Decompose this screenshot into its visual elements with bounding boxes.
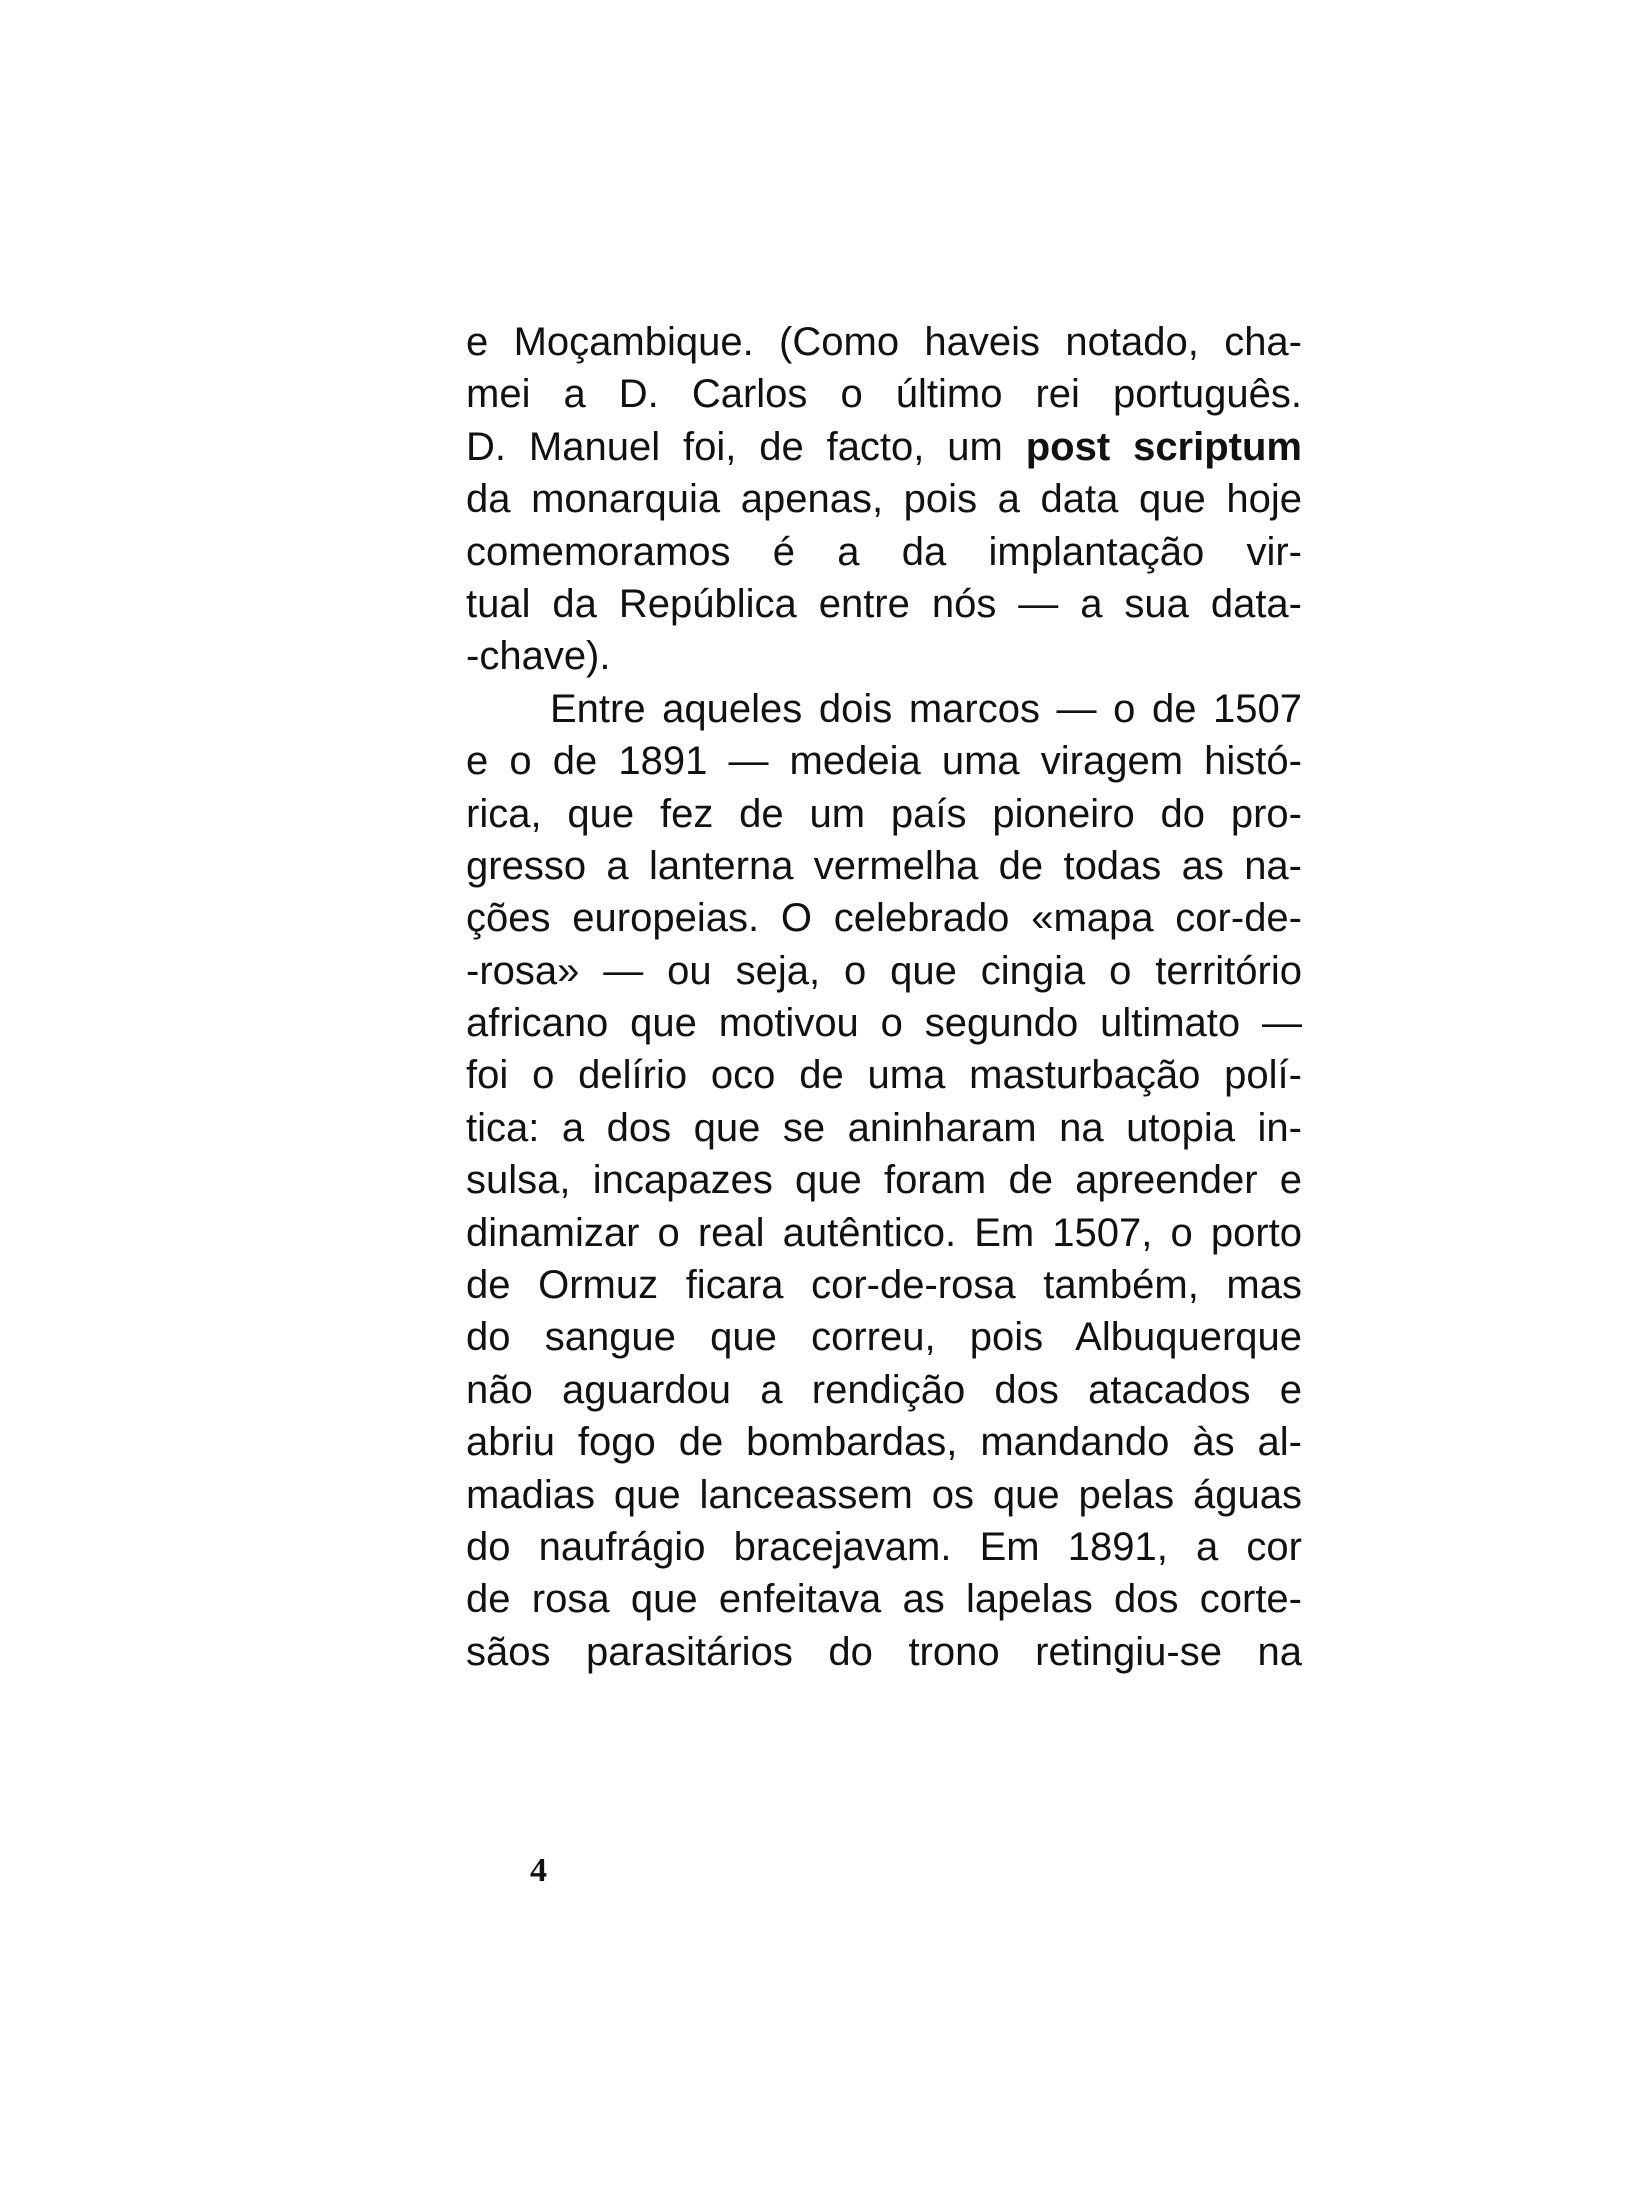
- page-number: 4: [530, 1852, 547, 1889]
- text-line: abriu fogo de bombardas, mandando às al-: [466, 1420, 1302, 1465]
- text-line: mei a D. Carlos o último rei português.: [466, 372, 1302, 417]
- text-line: tual da República entre nós — a sua data-: [466, 581, 1302, 626]
- bold-phrase: post scriptum: [1025, 424, 1302, 469]
- text-line: da monarquia apenas, pois a data que hoje: [466, 477, 1302, 522]
- text-line: de rosa que enfeitava as lapelas dos corte-: [466, 1577, 1302, 1622]
- text-line: tica: a dos que se aninharam na utopia in-: [466, 1105, 1302, 1150]
- text-line: foi o delírio oco de uma masturbação polí-: [466, 1053, 1302, 1098]
- body-text: [466, 316, 1302, 1678]
- text-line: madias que lanceassem os que pelas águas: [466, 1472, 1302, 1517]
- text-line: de Ormuz ficara cor-de-rosa também, mas: [466, 1263, 1302, 1308]
- text-line: gresso a lanterna vermelha de todas as na-: [466, 843, 1302, 888]
- text-line: não aguardou a rendição dos atacados e: [466, 1367, 1302, 1412]
- text-line: do sangue que correu, pois Albuquerque: [466, 1315, 1302, 1360]
- text-line: rica, que fez de um país pioneiro do pro-: [466, 791, 1302, 836]
- text-line: sãos parasitários do trono retingiu-se na: [466, 1629, 1302, 1674]
- text-line: comemoramos é a da implantação vir-: [466, 529, 1302, 574]
- text-line: ções europeias. O celebrado «mapa cor-de-: [466, 896, 1302, 941]
- text-line: -chave).: [466, 634, 611, 679]
- text-line: e Moçambique. (Como haveis notado, cha-: [466, 320, 1302, 364]
- text-line: sulsa, incapazes que foram de apreender e: [466, 1158, 1302, 1203]
- text-line: do naufrágio bracejavam. Em 1891, a cor: [466, 1524, 1302, 1569]
- text-line: Entre aqueles dois marcos — o de 1507: [550, 686, 1302, 731]
- text-line: dinamizar o real autêntico. Em 1507, o porto: [466, 1210, 1302, 1255]
- text-segment: D. Manuel foi, de facto, um: [466, 424, 1026, 469]
- text-line: africano que motivou o segundo ultimato —: [466, 1001, 1302, 1046]
- text-line: -rosa» — ou seja, o que cingia o território: [466, 948, 1302, 993]
- text-line: [466, 421, 1302, 473]
- text-line: e o de 1891 — medeia uma viragem histó-: [466, 739, 1302, 784]
